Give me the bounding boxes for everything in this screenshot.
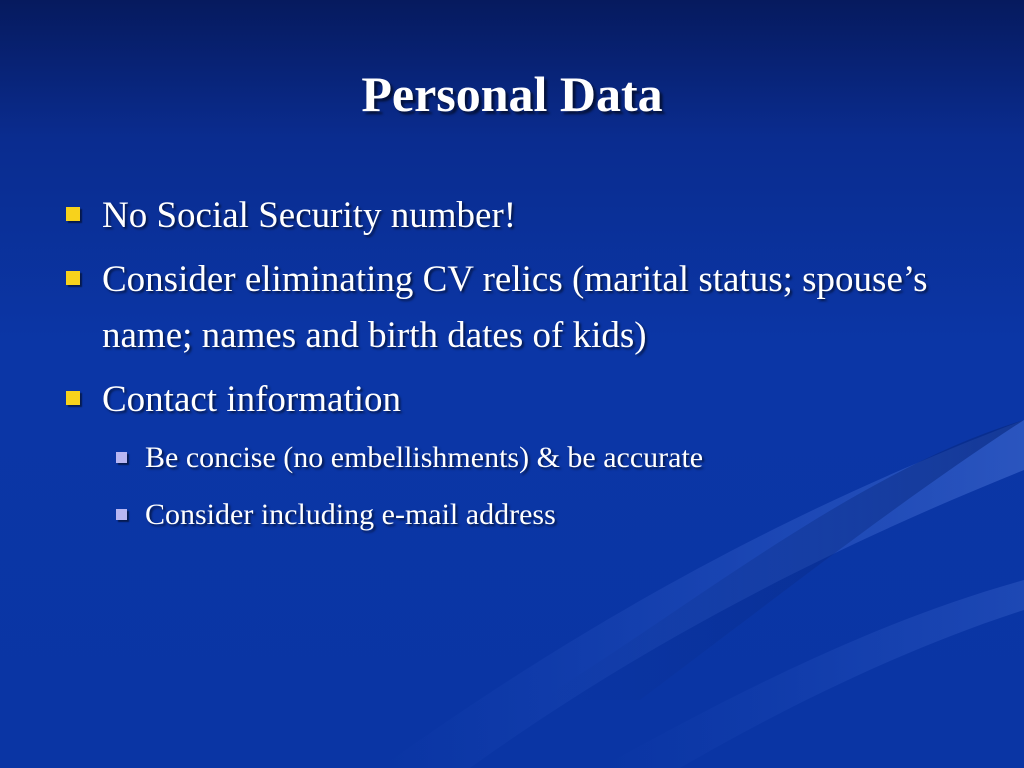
yellow-square-bullet-icon [66, 271, 80, 285]
lavender-square-bullet-icon [116, 452, 127, 463]
yellow-square-bullet-icon [66, 207, 80, 221]
bullet-text: Contact information [102, 379, 402, 420]
sub-bullet-text: Be concise (no embellishments) & be accurate [145, 441, 704, 474]
sub-bullet-text: Consider including e-mail address [145, 498, 556, 531]
sub-bullet-item [112, 436, 962, 480]
sub-bullet-item [112, 493, 962, 537]
bullet-list [62, 188, 962, 550]
bullet-text: No Social Security number! [102, 195, 517, 236]
bullet-item [62, 372, 962, 428]
slide-title: Personal Data [361, 66, 663, 122]
bullet-text: Consider eliminating CV relics (marital status; spouse’s name; names and birth dates of kids) [102, 259, 928, 356]
bullet-item [62, 188, 962, 244]
lavender-square-bullet-icon [116, 509, 127, 520]
bullet-item [62, 252, 962, 364]
yellow-square-bullet-icon [66, 391, 80, 405]
